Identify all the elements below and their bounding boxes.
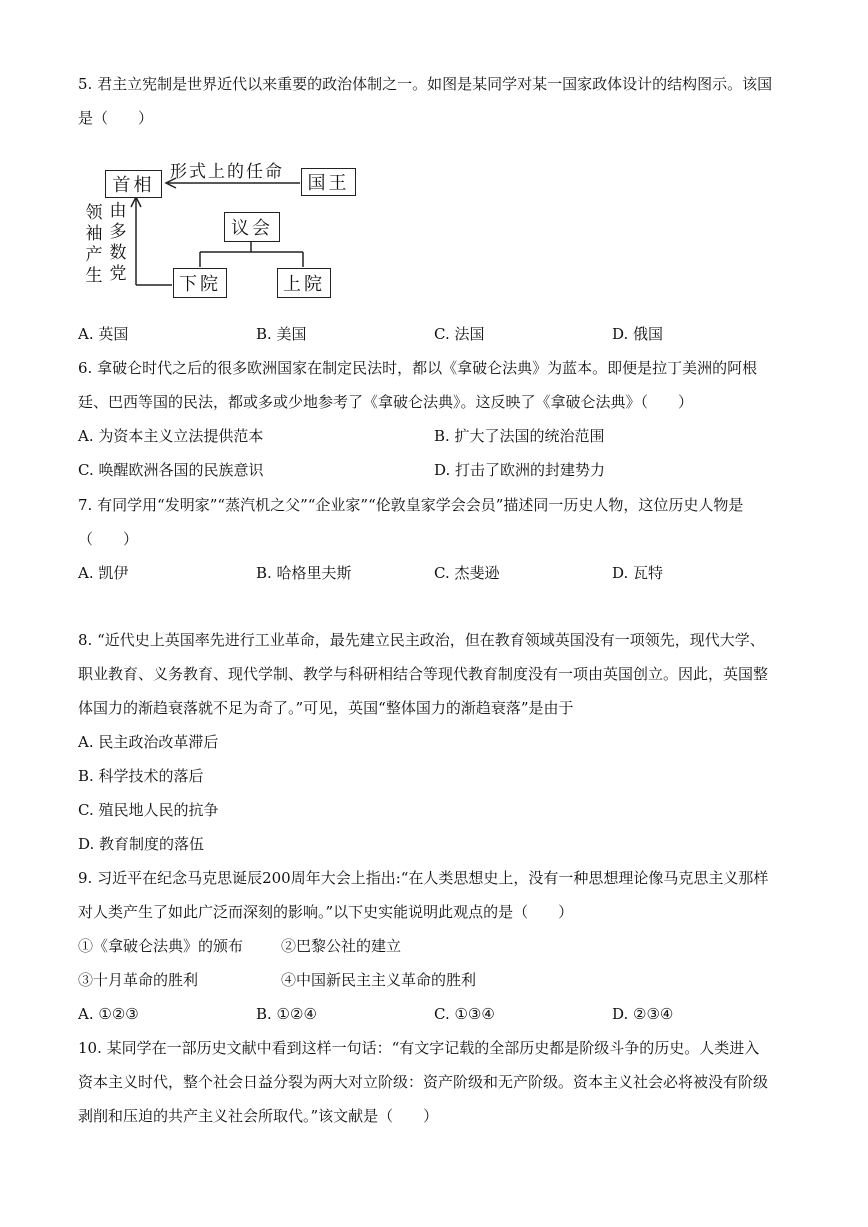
q7-stem-line1: 7. 有同学用“发明家”“蒸汽机之父”“企业家”“伦敦皇家学会会员”描述同一历史人物，这位历史人物是: [78, 496, 744, 514]
q6-option-a: A. 为资本主义立法提供范本: [78, 427, 264, 445]
q8-stem-line2: 职业教育、义务教育、现代学制、教学与科研相结合等现代教育制度没有一项由英国创立。因此，英国整: [78, 665, 769, 683]
q9-item-2: ②巴黎公社的建立: [281, 937, 402, 955]
q7-option-c: C. 杰斐逊: [434, 564, 500, 582]
q8-stem-line1: 8. “近代史上英国率先进行工业革命，最先建立民主政治，但在教育领域英国没有一项领先，现代大学、: [78, 631, 765, 649]
q9-item-1: ①《拿破仑法典》的颁布: [78, 937, 244, 955]
prime-minister-box: 首相: [105, 170, 162, 198]
q6-option-d: D. 打击了欧洲的封建势力: [434, 461, 606, 479]
q9-stem-line2: 对人类产生了如此广泛而深刻的影响。”以下史实能说明此观点的是（ ）: [78, 903, 574, 921]
q8-option-a: A. 民主政治改革滞后: [78, 733, 219, 751]
q5-stem-line2: 是（ ）: [78, 109, 154, 127]
q9-stem-line1: 9. 习近平在纪念马克思诞辰200周年大会上指出:“在人类思想史上，没有一种思想理论像马克思主义那样: [78, 869, 769, 887]
q6-stem-line2: 廷、巴西等国的民法，都或多或少地参考了《拿破仑法典》。这反映了《拿破仑法典》（ ）: [78, 393, 694, 411]
q9-item-3: ③十月革命的胜利: [78, 971, 199, 989]
q9-item-4: ④中国新民主主义革命的胜利: [281, 971, 477, 989]
vertical-label-col1: 领袖产生: [85, 203, 103, 286]
q9-option-c: C. ①③④: [434, 1005, 495, 1023]
q5-option-b: B. 美国: [256, 325, 307, 343]
king-box: 国王: [301, 168, 356, 196]
q8-stem-line3: 体国力的渐趋衰落就不足为奇了。”可见，英国“整体国力的渐趋衰落”是由于: [78, 699, 574, 717]
q6-stem-line1: 6. 拿破仑时代之后的很多欧洲国家在制定民法时，都以《拿破仑法典》为蓝本。即便是拉丁美洲的阿根: [78, 359, 758, 377]
q10-stem-line2: 资本主义时代，整个社会日益分裂为两大对立阶级：资产阶级和无产阶级。资本主义社会必将被没有阶级: [78, 1073, 769, 1091]
parliament-box: 议会: [224, 212, 280, 242]
q5-option-d: D. 俄国: [612, 325, 664, 343]
vertical-label-col2: 由多数党: [109, 201, 127, 284]
q9-option-d: D. ②③④: [612, 1005, 674, 1023]
q7-option-a: A. 凯伊: [78, 564, 129, 582]
q6-option-c: C. 唤醒欧洲各国的民族意识: [78, 461, 264, 479]
q7-stem-line2: （ ）: [78, 530, 139, 548]
q5-structure-diagram: [85, 155, 370, 305]
q9-option-b: B. ①②④: [256, 1005, 317, 1023]
q8-option-d: D. 教育制度的落伍: [78, 835, 205, 853]
q8-option-b: B. 科学技术的落后: [78, 767, 204, 785]
q7-option-b: B. 哈格里夫斯: [256, 564, 352, 582]
q8-option-c: C. 殖民地人民的抗争: [78, 801, 219, 819]
q7-option-d: D. 瓦特: [612, 564, 664, 582]
q5-option-c: C. 法国: [434, 325, 485, 343]
q9-option-a: A. ①②③: [78, 1005, 139, 1023]
q6-option-b: B. 扩大了法国的统治范围: [434, 427, 605, 445]
q10-stem-line3: 剥削和压迫的共产主义社会所取代。”该文献是（ ）: [78, 1107, 439, 1125]
formal-appointment-label: 形式上的任命: [170, 162, 284, 182]
q5-stem-line1: 5. 君主立宪制是世界近代以来重要的政治体制之一。如图是某同学对某一国家政体设计的结构图示。该国: [78, 75, 773, 93]
q10-stem-line1: 10. 某同学在一部历史文献中看到这样一句话：“有文字记载的全部历史都是阶级斗争的历史。人类进入: [78, 1039, 760, 1057]
upper-house-box: 上院: [277, 268, 331, 298]
lower-house-box: 下院: [173, 268, 227, 298]
q5-option-a: A. 英国: [78, 325, 129, 343]
